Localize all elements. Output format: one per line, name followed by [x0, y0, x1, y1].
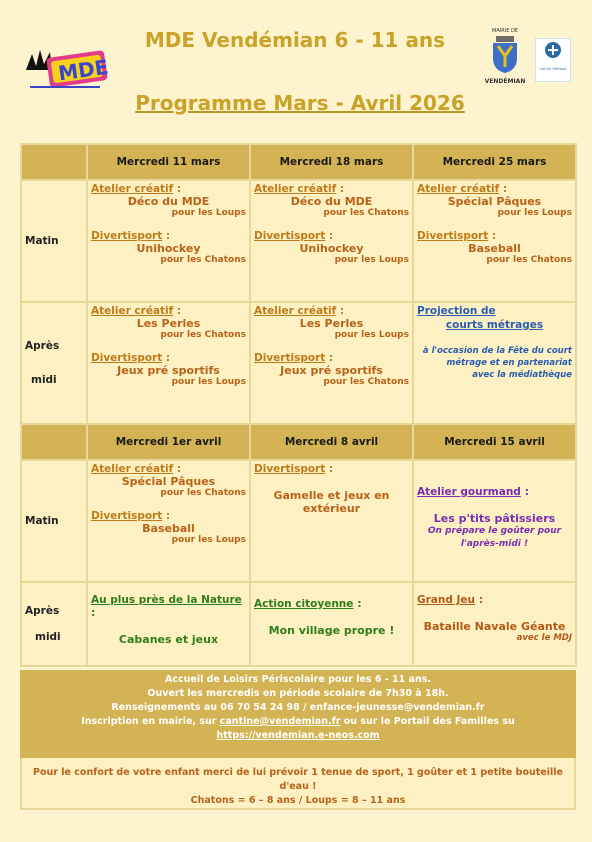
activity-label: Atelier créatif	[254, 183, 337, 195]
program-title: Programme Mars - Avril 2026	[135, 91, 465, 115]
ville-logo-top: MAIRIE DE	[492, 28, 518, 34]
activity-label: Grand Jeu	[417, 594, 476, 606]
header-date: Mercredi 18 mars	[250, 144, 413, 180]
colon: :	[173, 183, 182, 195]
activity-cell	[87, 180, 250, 302]
caf-logo	[535, 38, 571, 82]
activity-label: Divertisport	[417, 230, 489, 242]
activity-label: Atelier créatif	[417, 183, 500, 195]
activity-label: Divertisport	[254, 230, 326, 242]
activity-title: Les Perles	[299, 317, 364, 330]
slot-label	[21, 582, 87, 666]
group-label: pour les Chatons	[160, 255, 246, 265]
activity-cell	[87, 582, 250, 666]
colon: :	[173, 305, 182, 317]
activity-label: Divertisport	[91, 352, 163, 364]
info-line	[20, 715, 576, 729]
coat-of-arms-icon	[490, 34, 520, 74]
slot-label	[21, 302, 87, 424]
group-label: pour les Chatons	[323, 377, 409, 387]
colon: :	[325, 352, 334, 364]
colon: :	[173, 463, 182, 475]
group-label: pour les Loups	[497, 208, 572, 218]
activity-title: Les Perles	[136, 317, 201, 330]
header-row-march	[21, 144, 576, 180]
header-blank	[21, 424, 87, 460]
info-text: Inscription en mairie, sur	[81, 716, 220, 727]
row-matin-april	[21, 460, 576, 582]
row-matin-march	[21, 180, 576, 302]
footer-line: Chatons = 6 – 8 ans / Loups = 8 – 11 ans	[190, 795, 406, 806]
colon: :	[325, 463, 334, 475]
header-blank	[21, 144, 87, 180]
activity-cell	[87, 460, 250, 582]
group-label: pour les Loups	[334, 330, 409, 340]
activity-title: Déco du MDE	[127, 195, 210, 208]
activity-cell	[250, 582, 413, 666]
info-line: Ouvert les mercredis en période scolaire de 7h30 à 18h.	[147, 688, 449, 699]
program-table	[20, 143, 577, 667]
header-row-april	[21, 424, 576, 460]
colon: :	[325, 230, 334, 242]
activity-label: Divertisport	[254, 463, 326, 475]
activity-title: Jeux pré sportifs	[117, 364, 220, 377]
activity-title: Unihockey	[299, 242, 364, 255]
colon: :	[353, 597, 362, 610]
activity-label: Divertisport	[254, 352, 326, 364]
activity-title: Baseball	[468, 242, 521, 255]
slot-label-apres: Après	[25, 340, 60, 352]
colon: :	[91, 606, 96, 619]
activity-title: Unihockey	[136, 242, 201, 255]
header-date: Mercredi 8 avril	[250, 424, 413, 460]
slot-label: Matin	[21, 460, 87, 582]
colon: :	[336, 183, 345, 195]
activity-title: Baseball	[142, 522, 195, 535]
header-date: Mercredi 25 mars	[413, 144, 576, 180]
activity-label: Divertisport	[91, 510, 163, 522]
colon: :	[162, 230, 171, 242]
caf-logo-text: Caf de l'Hérault	[539, 67, 567, 71]
group-label: pour les Chatons	[486, 255, 572, 265]
activity-title: Spécial Pâques	[447, 195, 542, 208]
header-date: Mercredi 1er avril	[87, 424, 250, 460]
activity-note: avec le MDJ	[516, 633, 572, 643]
group-label: pour les Chatons	[160, 488, 246, 498]
activity-title: Bataille Navale Géante	[423, 620, 566, 633]
colon: :	[162, 352, 171, 364]
portal-link[interactable]: https://vendemian.e-neos.com	[216, 730, 380, 741]
row-apres-midi-march	[21, 302, 576, 424]
activity-title: Cabanes et jeux	[118, 633, 219, 646]
colon: :	[499, 183, 508, 195]
row-apres-midi-april	[21, 582, 576, 666]
caf-icon	[536, 39, 570, 61]
header-date: Mercredi 15 avril	[413, 424, 576, 460]
activity-cell	[250, 460, 413, 582]
projection-note: métrage et en partenariat	[446, 358, 572, 368]
projection-note: à l'occasion de la Fête du court	[422, 346, 572, 356]
mde-logo	[22, 40, 110, 96]
email-link[interactable]: cantine@vendemian.fr	[219, 716, 341, 727]
activity-title: Déco du MDE	[290, 195, 373, 208]
activity-cell	[413, 302, 576, 424]
activity-cell	[413, 180, 576, 302]
activity-label: Atelier créatif	[91, 183, 174, 195]
info-text: ou sur le Portail des Familles su	[340, 716, 515, 727]
colon: :	[520, 485, 530, 498]
activity-title: extérieur	[302, 502, 361, 515]
activity-cell	[250, 180, 413, 302]
activity-label: Atelier créatif	[254, 305, 337, 317]
colon: :	[336, 305, 345, 317]
activity-cell	[413, 460, 576, 582]
info-line: Renseignements au 06 70 54 24 98 / enfance-jeunesse@vendemian.fr	[111, 702, 485, 713]
page-title: MDE Vendémian 6 - 11 ans	[144, 28, 446, 52]
colon: :	[488, 230, 497, 242]
projection-label-2: courts métrages	[445, 319, 544, 331]
projection-label: Projection de	[417, 305, 496, 317]
activity-cell	[250, 302, 413, 424]
mde-logo-text: MDE	[56, 54, 110, 86]
activity-cell	[87, 302, 250, 424]
activity-label: Atelier gourmand	[417, 486, 521, 498]
activity-label: Atelier créatif	[91, 463, 174, 475]
header-date: Mercredi 11 mars	[87, 144, 250, 180]
activity-title: Mon village propre !	[268, 624, 395, 637]
slot-label-apres: Après	[25, 605, 60, 617]
ville-logo-name: VENDÉMIAN	[484, 78, 526, 85]
info-band	[20, 670, 576, 758]
activity-title: Gamelle et jeux en	[273, 489, 390, 502]
activity-label: Au plus près de la Nature	[91, 594, 242, 606]
activity-title: Spécial Pâques	[121, 475, 216, 488]
projection-note: avec la médiathèque	[472, 370, 572, 380]
colon: :	[475, 593, 484, 606]
slot-label-midi: midi	[35, 631, 61, 643]
info-line: Accueil de Loisirs Périscolaire pour les 6 - 11 ans.	[165, 674, 431, 685]
slot-label: Matin	[21, 180, 87, 302]
group-label: pour les Loups	[334, 255, 409, 265]
activity-note: l'après-midi !	[460, 539, 529, 549]
activity-note: On prépare le goûter pour	[427, 526, 562, 536]
activity-title: Jeux pré sportifs	[280, 364, 383, 377]
footer-note	[20, 758, 576, 810]
activity-cell	[413, 582, 576, 666]
activity-label: Action citoyenne	[254, 598, 354, 610]
footer-line: Pour le confort de votre enfant merci de lui prévoir 1 tenue de sport, 1 goûter et 1 petite bouteille d'eau !	[33, 767, 563, 792]
colon: :	[162, 510, 171, 522]
group-label: pour les Chatons	[323, 208, 409, 218]
activity-title: Les p'tits pâtissiers	[433, 512, 556, 525]
group-label: pour les Loups	[171, 208, 246, 218]
group-label: pour les Loups	[171, 535, 246, 545]
activity-label: Divertisport	[91, 230, 163, 242]
activity-label: Atelier créatif	[91, 305, 174, 317]
ville-logo	[482, 28, 528, 94]
slot-label-midi: midi	[31, 374, 57, 386]
group-label: pour les Chatons	[160, 330, 246, 340]
group-label: pour les Loups	[171, 377, 246, 387]
